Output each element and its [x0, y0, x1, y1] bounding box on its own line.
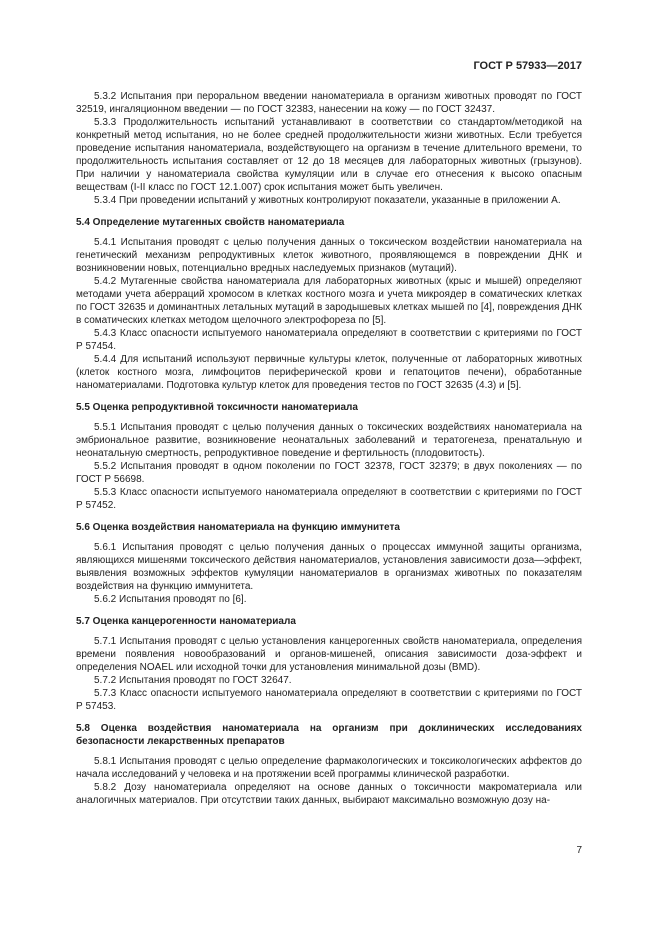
paragraph-5-7-1: 5.7.1 Испытания проводят с целью установления канцерогенных свойств наноматериала, определения времени появления новообразований и органов-мишеней, описания зависимости доза-эффект и определения NOAEL или исходной точки для установления минимальной дозы (BMD). — [76, 636, 582, 673]
paragraph-5-7-2: 5.7.2 Испытания проводят по ГОСТ 32647. — [94, 675, 292, 686]
paragraph-5-3-3: 5.3.3 Продолжительность испытаний устанавливают в соответствии со стандартом/методикой на конкретный метод испытания, но не более средней продолжительности жизни животных. Если требуется проведение испытания наноматериала, воздействующего на организм в течение длительного времени, то продолжительность испытания составляет от 12 до 18 месяцев для лабораторных животных (грызунов). При наличии у наноматериала свойства кумуляции или в случае его отнесения к высоко опасным веществам (I-II класс по ГОСТ 12.1.007) срок испытания может быть увеличен. — [76, 117, 582, 193]
paragraph-5-6-2: 5.6.2 Испытания проводят по [6]. — [94, 594, 247, 605]
paragraph-5-3-2: 5.3.2 Испытания при пероральном введении наноматериала в организм животных проводят по ГОСТ 32519, ингаляционном введении — по ГОСТ 32383, нанесении на кожу — по ГОСТ 32437. — [76, 91, 582, 115]
paragraph-5-3-4: 5.3.4 При проведении испытаний у животных контролируют показатели, указанные в приложении А. — [94, 195, 561, 206]
paragraph-5-6-1: 5.6.1 Испытания проводят с целью получения данных о процессах иммунной защиты организма, являющихся мишенями токсического действия наноматериалов, установления зависимости доза—эффект, выявления возможных эффектов кумуляции наноматериалов в организмах животных по показателям воздействия на функцию иммунитета. — [76, 542, 582, 592]
heading-5-4: 5.4 Определение мутагенных свойств наноматериала — [76, 217, 345, 228]
paragraph-5-4-2: 5.4.2 Мутагенные свойства наноматериала для лабораторных животных (крыс и мышей) определяют методами учета аберраций хромосом в клетках костного мозга и учета микроядер в соматических клетках по ГОСТ 32635 и доминантных летальных мутаций в зародышевых клетках мышей по [4], повреждения ДНК в соматических клетках методом щелочного электрофореза по [5]. — [76, 276, 583, 326]
paragraph-5-8-2: 5.8.2 Дозу наноматериала определяют на основе данных о токсичности макроматериала или аналогичных материалов. При отсутствии таких данных, выбирают максимально возможную дозу на- — [76, 782, 582, 806]
heading-5-5: 5.5 Оценка репродуктивной токсичности наноматериала — [76, 402, 358, 413]
paragraph-5-5-2: 5.5.2 Испытания проводят в одном поколении по ГОСТ 32378, ГОСТ 32379; в двух поколениях — по ГОСТ Р 56698. — [76, 461, 582, 485]
paragraph-5-4-1: 5.4.1 Испытания проводят с целью получения данных о токсическом воздействии наноматериала на генетический механизм репродуктивных клеток животного, проявляющемся в повреждении ДНК и возникновении новых, потенциально вредных наследуемых признаков (мутаций). — [76, 237, 582, 274]
paragraph-5-8-1: 5.8.1 Испытания проводят с целью определение фармакологических и токсикологических аффектов до начала исследований у человека и на протяжении всей программы клинической разработки. — [76, 756, 582, 780]
paragraph-5-5-1: 5.5.1 Испытания проводят с целью получения данных о токсических воздействиях наноматериала на эмбриональное развитие, возникновение неонатальных заболеваний и тератогенеза, пренатальную и неонатальную смертность, репродуктивное поведение и фертильность (плодовитость). — [76, 422, 582, 459]
document-body — [76, 90, 582, 807]
heading-5-8: 5.8 Оценка воздействия наноматериала на организм при доклинических исследованиях безопасности лекарственных препаратов — [76, 723, 582, 747]
heading-5-7: 5.7 Оценка канцерогенности наноматериала — [76, 616, 296, 627]
paragraph-5-7-3: 5.7.3 Класс опасности испытуемого наноматериала определяют в соответствии с критериями по ГОСТ Р 57453. — [76, 688, 582, 712]
heading-5-6: 5.6 Оценка воздействия наноматериала на функцию иммунитета — [76, 522, 400, 533]
standard-header: ГОСТ Р 57933—2017 — [473, 60, 582, 72]
paragraph-5-5-3: 5.5.3 Класс опасности испытуемого наноматериала определяют в соответствии с критериями по ГОСТ Р 57452. — [76, 487, 582, 511]
page-number: 7 — [576, 845, 582, 856]
paragraph-5-4-4: 5.4.4 Для испытаний используют первичные культуры клеток, полученные от лабораторных животных (клеток костного мозга, лимфоцитов периферической крови и гепатоцитов печени), обработанные наноматериалами. Подготовка культур клеток для проведения тестов по ГОСТ 32635 (4.3) и [5]. — [76, 354, 582, 391]
paragraph-5-4-3: 5.4.3 Класс опасности испытуемого наноматериала определяют в соответствии с критериями по ГОСТ Р 57454. — [76, 328, 582, 352]
